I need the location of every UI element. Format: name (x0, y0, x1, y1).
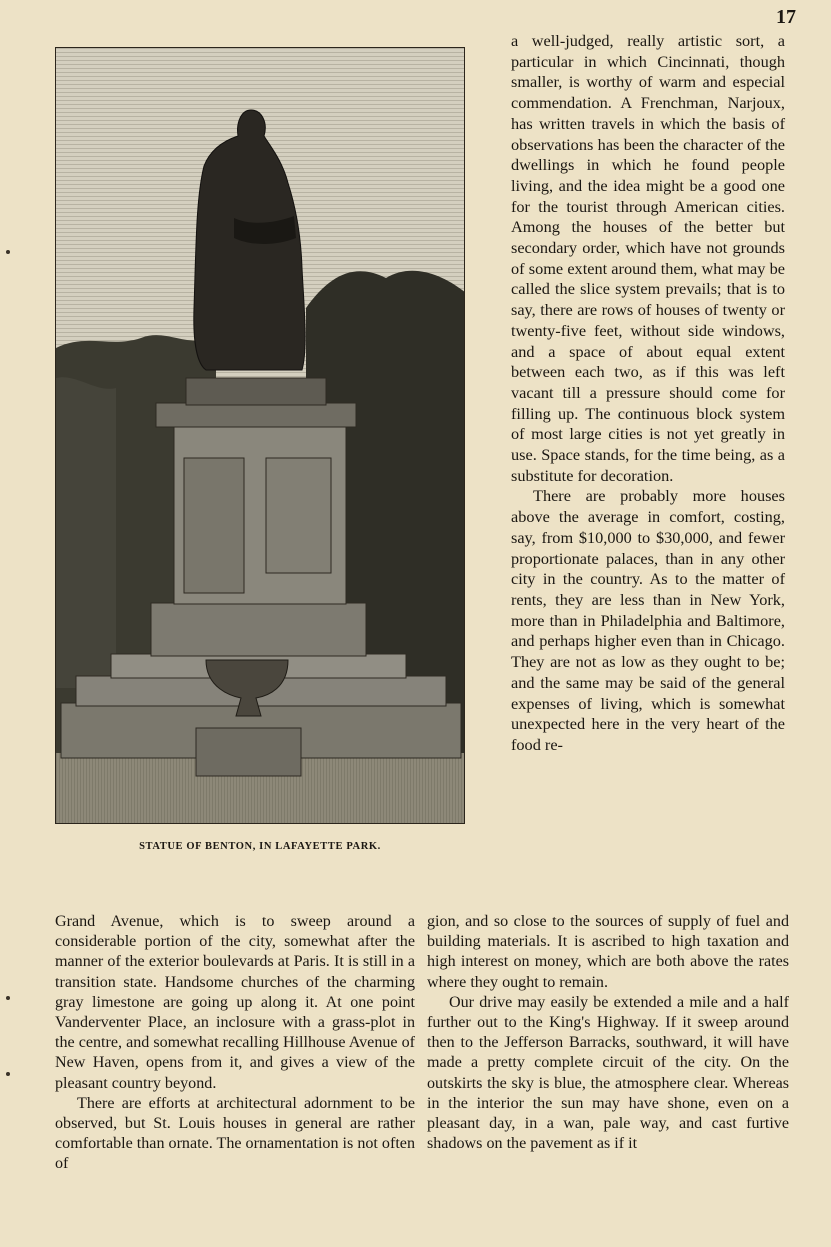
page-number: 17 (776, 6, 796, 28)
margin-speck (6, 996, 10, 1000)
right-column-text (511, 31, 785, 756)
paragraph: a well-judged, really artistic sort, a particular in which Cincinnati, though smaller, is worthy of warm and especial commendation. A Frenchman, Narjoux, has written travels in which the basis of observations has been the character of the dwellings in which he found people living, and the idea might be a good one for the tourist through American cities. Among the houses of the better but secondary order, which have not grounds of some extent around them, what may be called the slice system prevails; that is to say, there are rows of houses of twenty or twenty-five feet, without side windows, and a space of about equal extent between each two, as if this was left vacant till a pressure should come for filling up. The continuous block system of most large cities is not yet greatly in use. Space stands, for the time being, as a substitute for decoration. (511, 31, 785, 485)
statue-engraving (55, 47, 465, 824)
illustration-caption: STATUE OF BENTON, IN LAFAYETTE PARK. (139, 841, 381, 852)
bottom-left-column-text (55, 912, 415, 1175)
paragraph: Our drive may easily be extended a mile and a half further out to the King's Highway. If it sweep around then to the Jefferson Barracks, southward, it will have made a pretty complete circuit of the city. On the outskirts the sky is blue, the atmosphere clear. Whereas in the interior the sun may have shone, even on a pleasant day, in a wan, pale way, and cast furtive shadows on the pavement as if it (427, 993, 789, 1153)
margin-speck (6, 250, 10, 254)
paragraph: Grand Avenue, which is to sweep around a considerable portion of the city, somewhat after the manner of the exterior boulevards at Paris. It is still in a transition state. Handsome churches of the charming gray limestone are going up along it. At one point Vanderventer Place, an inclosure with a grass-plot in the centre, and somewhat recalling Hillhouse Avenue of New Haven, opens from it, and gives a view of the pleasant country beyond. (55, 913, 415, 1092)
paragraph: There are efforts at architectural adornment to be observed, but St. Louis houses in general are rather comfortable than ornate. The ornamentation is not often of (55, 1094, 415, 1173)
statue-illustration (56, 48, 465, 824)
paragraph: There are probably more houses above the average in comfort, costing, say, from $10,000 to $30,000, and fewer proportionate palaces, than in any other city in the country. As to the matter of rents, they are less than in New York, more than in Philadelphia and Baltimore, and perhaps higher even than in Chicago. They are not as low as they ought to be; and the same may be said of the general expenses of living, which is somewhat unexpected here in the very heart of the food re- (511, 486, 785, 754)
bottom-right-column-text (427, 912, 789, 1154)
margin-speck (6, 1072, 10, 1076)
paragraph: gion, and so close to the sources of supply of fuel and building materials. It is ascribed to high taxation and high interest on money, which are both above the rates where they ought to remain. (427, 913, 789, 991)
